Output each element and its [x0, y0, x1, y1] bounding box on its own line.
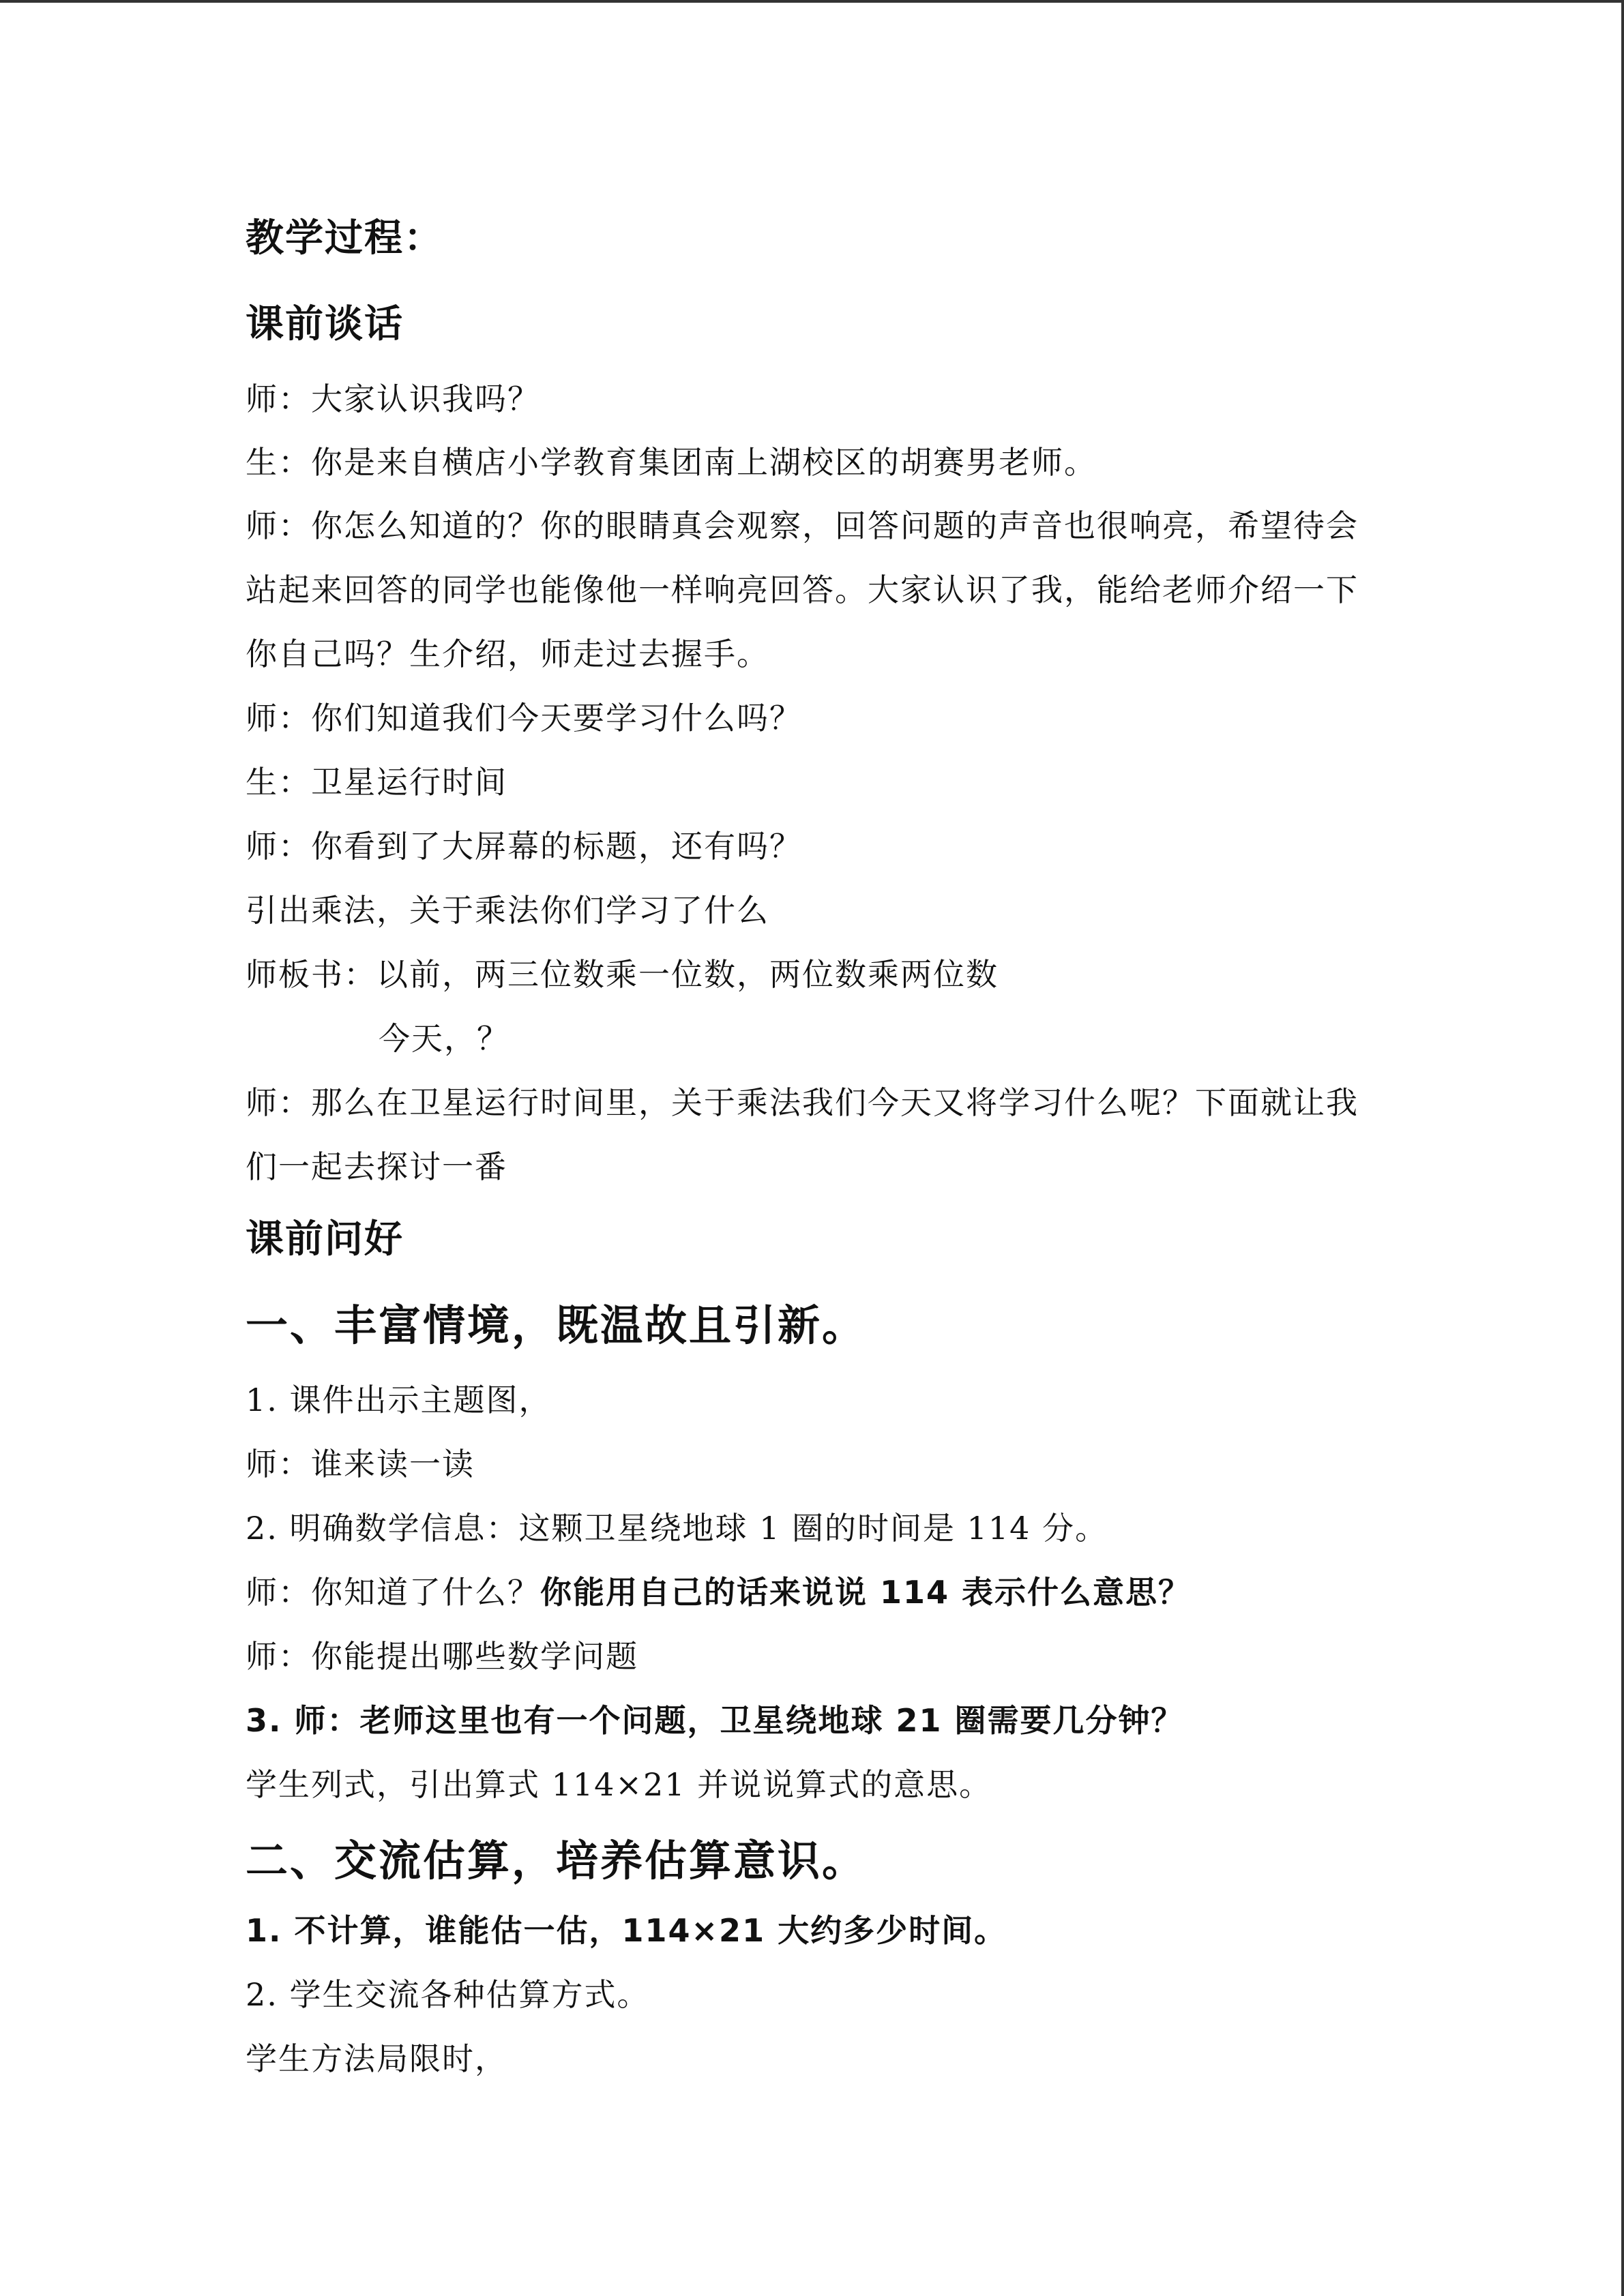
heading-greeting: 课前问好 [246, 1217, 404, 1262]
pre-talk-line-6: 师：你们知道我们今天要学习什么吗？ [246, 700, 802, 736]
part-1-line-1: 1. 课件出示主题图， [246, 1382, 552, 1418]
part-1-line-5: 师：你能提出哪些数学问题 [246, 1638, 638, 1675]
pre-talk-line-1: 师：大家认识我吗？ [246, 381, 540, 417]
pre-talk-line-5: 你自己吗？生介绍，师走过去握手。 [246, 636, 769, 672]
page-top-border [0, 0, 1624, 3]
part-1-line-4-prompt: 师：你知道了什么？ [246, 1574, 540, 1611]
document-title: 教学过程： [246, 216, 443, 260]
pre-talk-line-9: 引出乘法，关于乘法你们学习了什么 [246, 892, 769, 929]
pre-talk-line-3: 师：你怎么知道的？你的眼睛真会观察，回答问题的声音也很响亮，希望待会 [246, 507, 1359, 544]
part-1-line-6: 3. 师：老师这里也有一个问题，卫星绕地球 21 圈需要几分钟？ [246, 1702, 1184, 1739]
pre-talk-line-7: 生：卫星运行时间 [246, 764, 507, 801]
heading-part-2: 二、交流估算，培养估算意识。 [246, 1836, 867, 1885]
part-2-line-3: 学生方法局限时， [246, 2040, 507, 2077]
heading-part-1: 一、丰富情境，既温故且引新。 [246, 1300, 867, 1350]
part-1-line-3: 2. 明确数学信息：这颗卫星绕地球 1 圈的时间是 114 分。 [246, 1510, 1108, 1547]
heading-pre-talk: 课前谈话 [246, 302, 404, 346]
pre-talk-line-11: 今天，？ [379, 1020, 510, 1057]
part-1-line-4 [246, 1574, 1192, 1611]
part-1-line-4-question: 你能用自己的话来说说 114 表示什么意思？ [540, 1574, 1192, 1611]
part-2-line-2: 2. 学生交流各种估算方式。 [246, 1976, 650, 2013]
pre-talk-line-2: 生：你是来自横店小学教育集团南上湖校区的胡赛男老师。 [246, 444, 1097, 481]
page-right-border [1621, 0, 1624, 2296]
pre-talk-line-13: 们一起去探讨一番 [246, 1148, 507, 1185]
part-1-line-2: 师：谁来读一读 [246, 1446, 475, 1482]
pre-talk-line-10: 师板书：以前，两三位数乘一位数，两位数乘两位数 [246, 956, 999, 993]
pre-talk-line-4: 站起来回答的同学也能像他一样响亮回答。大家认识了我，能给老师介绍一下 [246, 571, 1359, 608]
pre-talk-line-8: 师：你看到了大屏幕的标题，还有吗？ [246, 828, 802, 865]
pre-talk-line-12: 师：那么在卫星运行时间里，关于乘法我们今天又将学习什么呢？下面就让我 [246, 1084, 1359, 1121]
part-2-line-1: 1. 不计算，谁能估一估，114×21 大约多少时间。 [246, 1912, 1007, 1949]
part-1-line-7: 学生列式，引出算式 114×21 并说说算式的意思。 [246, 1766, 992, 1803]
